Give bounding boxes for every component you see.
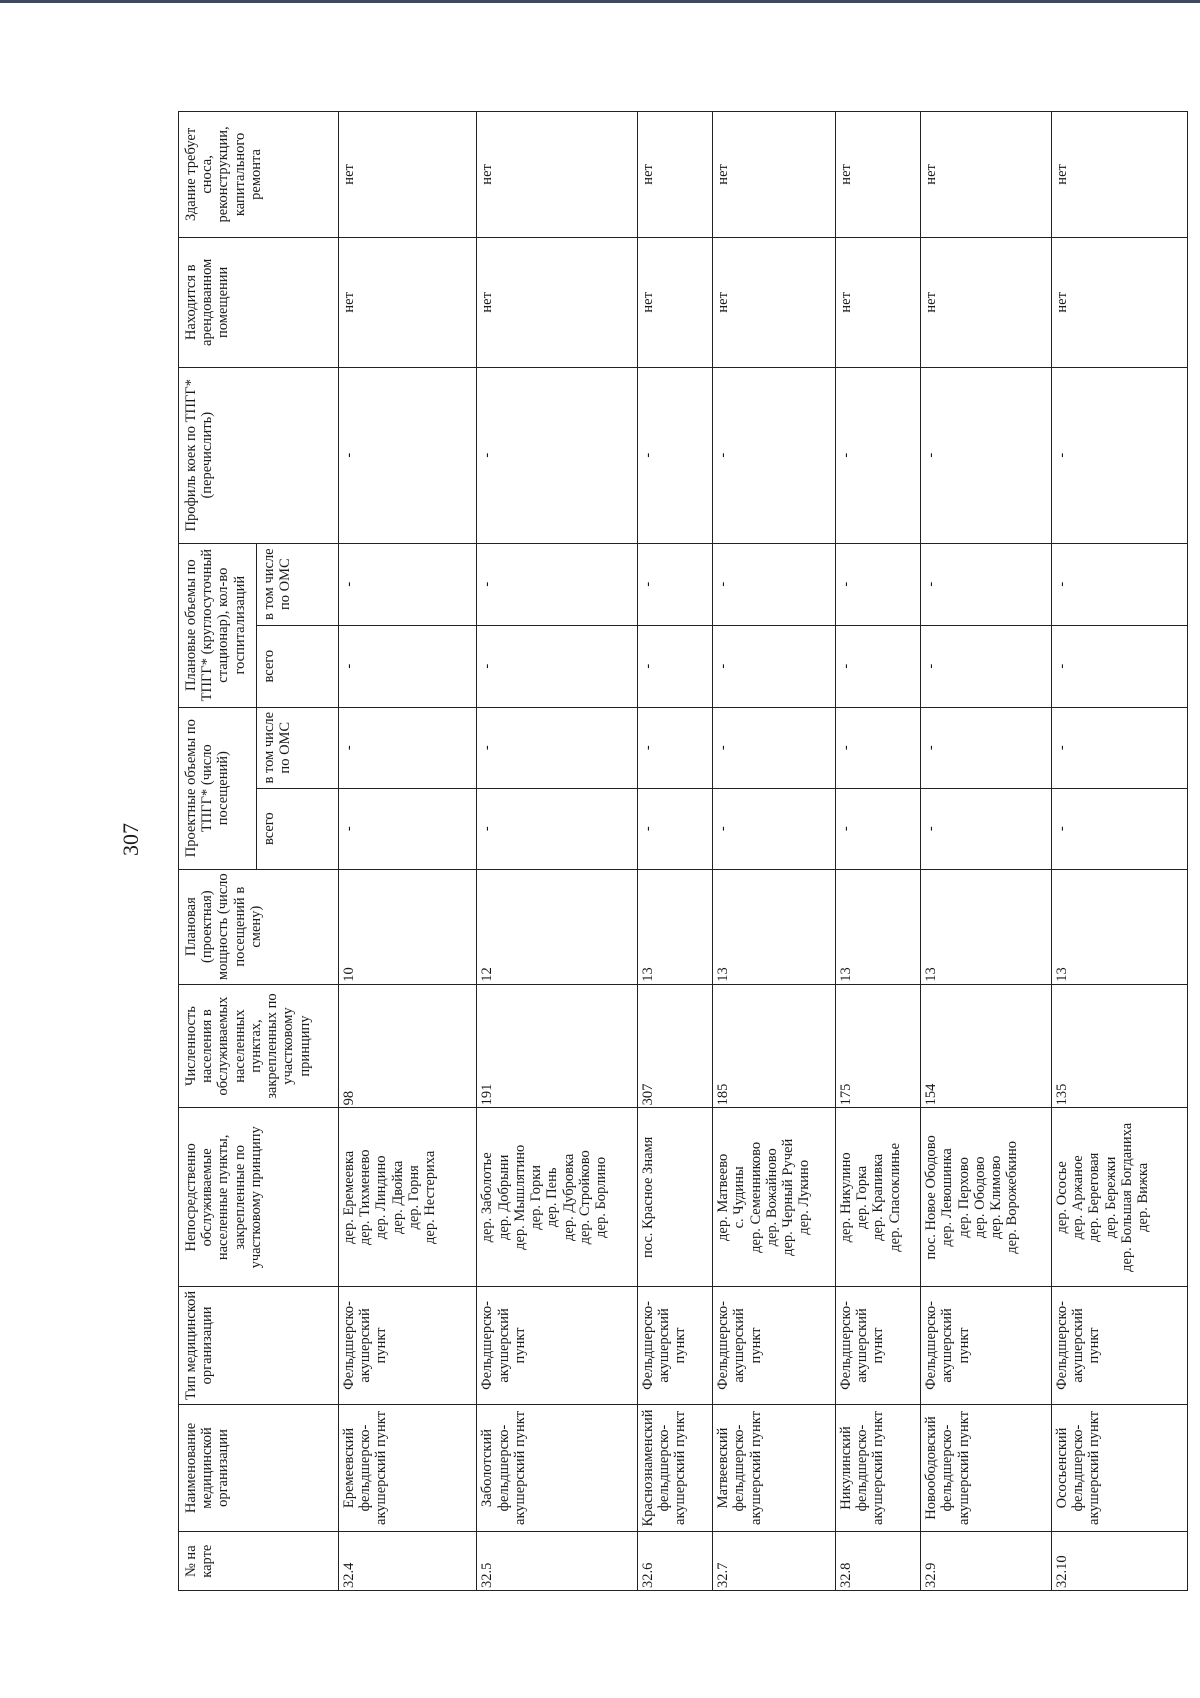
place-item: дер. Черный Ручей — [780, 1138, 797, 1256]
place-item: дер. Семенниково — [747, 1141, 764, 1253]
place-item: дер. Береговая — [1086, 1152, 1103, 1243]
cell-visits-oms: - — [637, 707, 712, 788]
place-item: дер. Двойка — [389, 1160, 406, 1234]
cell-profile: - — [637, 367, 712, 543]
place-item: дер. Вожайново — [763, 1148, 780, 1247]
place-item: дер. Ободово — [971, 1156, 988, 1239]
cell-rebuild: нет — [835, 112, 920, 238]
cell-num: 32.5 — [477, 1532, 638, 1591]
cell-rented: нет — [637, 237, 712, 367]
cell-capacity: 12 — [477, 869, 638, 984]
place-item: дер. Горки — [528, 1164, 545, 1230]
cell-num: 32.9 — [921, 1532, 1052, 1591]
cell-population: 135 — [1051, 984, 1187, 1108]
place-item: дер. Ососье — [1053, 1161, 1070, 1234]
cell-profile: - — [713, 367, 836, 543]
place-item: дер. Дубровка — [560, 1153, 577, 1241]
header-rented: Находится в арендованном помещении — [179, 237, 339, 367]
cell-type: Фельдшерско-акушерский пункт — [713, 1287, 836, 1404]
place-item: дер. Спасоклинье — [886, 1142, 903, 1252]
header-hosp-total: всего — [257, 625, 339, 707]
cell-rebuild: нет — [637, 112, 712, 238]
cell-places — [637, 1108, 712, 1287]
cell-hosp-total: - — [835, 625, 920, 707]
cell-num: 32.8 — [835, 1532, 920, 1591]
cell-name: Матвеевский фельдшерско-акушерский пункт — [713, 1404, 836, 1532]
cell-places — [339, 1108, 477, 1287]
cell-visits-oms: - — [1051, 707, 1187, 788]
cell-capacity: 13 — [921, 869, 1052, 984]
cell-hosp-oms: - — [713, 543, 836, 625]
place-item: дер. Заболотье — [479, 1152, 496, 1243]
cell-places — [835, 1108, 920, 1287]
header-visits-total: всего — [257, 788, 339, 869]
cell-hosp-oms: - — [637, 543, 712, 625]
cell-visits-total: - — [477, 788, 638, 869]
cell-hosp-total: - — [477, 625, 638, 707]
place-item: дер. Бережки — [1102, 1156, 1119, 1239]
place-item: пос. Новое Ободово — [923, 1135, 940, 1260]
place-item: дер. Климово — [988, 1155, 1005, 1240]
cell-num: 32.4 — [339, 1532, 477, 1591]
medical-facilities-table — [178, 111, 1188, 1591]
cell-profile: - — [835, 367, 920, 543]
cell-rebuild: нет — [477, 112, 638, 238]
cell-name: Никулинский фельдшерско-акушерский пункт — [835, 1404, 920, 1532]
cell-rented: нет — [713, 237, 836, 367]
cell-places — [713, 1108, 836, 1287]
cell-type: Фельдшерско-акушерский пункт — [637, 1287, 712, 1404]
header-num: № на карте — [179, 1532, 339, 1591]
header-population: Численность населения в обслуживаемых населенных пунктах, закрепленных по участковому принципу — [179, 984, 339, 1108]
cell-name: Заболотский фельдшерско-акушерский пункт — [477, 1404, 638, 1532]
place-item: дер. Матвеево — [715, 1153, 732, 1241]
place-item: дер. Добрыни — [495, 1154, 512, 1241]
place-item: с. Чудины — [731, 1166, 748, 1229]
cell-hosp-total: - — [713, 625, 836, 707]
cell-rebuild: нет — [1051, 112, 1187, 238]
cell-hosp-total: - — [339, 625, 477, 707]
cell-profile: - — [921, 367, 1052, 543]
cell-capacity: 13 — [1051, 869, 1187, 984]
place-item: дер. Нестериха — [422, 1150, 439, 1244]
cell-visits-total: - — [1051, 788, 1187, 869]
table-row — [921, 112, 1052, 1591]
cell-name: Новоободовский фельдшерско-акушерский пункт — [921, 1404, 1052, 1532]
header-name: Наименование медицинской организации — [179, 1404, 339, 1532]
cell-profile: - — [339, 367, 477, 543]
table-row — [637, 112, 712, 1591]
table-body — [339, 112, 1188, 1591]
header-profile: Профиль коек по ТПГГ* (перечислить) — [179, 367, 339, 543]
cell-rebuild: нет — [921, 112, 1052, 238]
header-capacity: Плановая (проектная) мощность (число посещений в смену) — [179, 869, 339, 984]
cell-capacity: 13 — [637, 869, 712, 984]
cell-num: 32.6 — [637, 1532, 712, 1591]
cell-population: 98 — [339, 984, 477, 1108]
place-item: дер. Большая Богданиха — [1118, 1122, 1135, 1272]
cell-name: Краснознаменский фельдшерско-акушерский пункт — [637, 1404, 712, 1532]
cell-rebuild: нет — [339, 112, 477, 238]
header-visits: Проектные объемы по ТПГГ* (число посещений) — [179, 707, 257, 869]
cell-capacity: 13 — [713, 869, 836, 984]
cell-population: 175 — [835, 984, 920, 1108]
cell-hosp-total: - — [637, 625, 712, 707]
cell-rented: нет — [835, 237, 920, 367]
place-item: пос. Красное Знамя — [639, 1136, 656, 1259]
cell-rented: нет — [339, 237, 477, 367]
table-row — [477, 112, 638, 1591]
cell-rented: нет — [477, 237, 638, 367]
place-item: дер. Вижка — [1134, 1162, 1151, 1232]
cell-hosp-oms: - — [921, 543, 1052, 625]
cell-type: Фельдшерско-акушерский пункт — [477, 1287, 638, 1404]
place-item: дер. Мышлятино — [511, 1144, 528, 1250]
cell-visits-total: - — [339, 788, 477, 869]
place-item: дер. Стройково — [576, 1150, 593, 1245]
cell-hosp-total: - — [921, 625, 1052, 707]
header-visits-oms: в том числе по ОМС — [257, 707, 339, 788]
cell-visits-total: - — [637, 788, 712, 869]
cell-places — [921, 1108, 1052, 1287]
cell-capacity: 10 — [339, 869, 477, 984]
place-item: дер. Крапивка — [870, 1153, 887, 1241]
place-item: дер. Никулино — [837, 1152, 854, 1243]
cell-hosp-oms: - — [1051, 543, 1187, 625]
place-item: дер. Левошинка — [939, 1148, 956, 1247]
cell-visits-total: - — [921, 788, 1052, 869]
cell-rented: нет — [921, 237, 1052, 367]
cell-capacity: 13 — [835, 869, 920, 984]
cell-rebuild: нет — [713, 112, 836, 238]
cell-visits-total: - — [713, 788, 836, 869]
place-item: дер. Тихменево — [357, 1149, 374, 1246]
cell-places — [1051, 1108, 1187, 1287]
place-item: дер. Горка — [854, 1165, 871, 1229]
cell-hosp-oms: - — [477, 543, 638, 625]
header-rebuild: Здание требует сноса, реконструкции, капитального ремонта — [179, 112, 339, 238]
table-row — [713, 112, 836, 1591]
cell-profile: - — [477, 367, 638, 543]
place-item: дер. Аржаное — [1070, 1155, 1087, 1240]
cell-visits-oms: - — [339, 707, 477, 788]
cell-hosp-total: - — [1051, 625, 1187, 707]
header-type: Тип медицинской организации — [179, 1287, 339, 1404]
cell-hosp-oms: - — [339, 543, 477, 625]
table-row — [1051, 112, 1187, 1591]
cell-type: Фельдшерско-акушерский пункт — [835, 1287, 920, 1404]
cell-rented: нет — [1051, 237, 1187, 367]
header-hosp-oms: в том числе по ОМС — [257, 543, 339, 625]
cell-type: Фельдшерско-акушерский пункт — [921, 1287, 1052, 1404]
cell-num: 32.10 — [1051, 1532, 1187, 1591]
place-item: дер. Пень — [544, 1167, 561, 1228]
cell-visits-oms: - — [713, 707, 836, 788]
cell-population: 154 — [921, 984, 1052, 1108]
place-item: дер. Лукино — [796, 1159, 813, 1235]
place-item: дер. Линдино — [373, 1155, 390, 1240]
place-item: дер. Перхово — [955, 1157, 972, 1238]
place-item: дер. Ворожебкино — [1004, 1140, 1021, 1254]
cell-visits-oms: - — [921, 707, 1052, 788]
header-places: Непосредственно обслуживаемые населенные пункты, закрепленные по участковому принципу — [179, 1108, 339, 1287]
rotated-table-container — [178, 111, 1188, 1591]
place-item: дер. Борлино — [593, 1156, 609, 1238]
cell-places — [477, 1108, 638, 1287]
cell-population: 191 — [477, 984, 638, 1108]
cell-visits-oms: - — [477, 707, 638, 788]
cell-hosp-oms: - — [835, 543, 920, 625]
cell-visits-oms: - — [835, 707, 920, 788]
cell-type: Фельдшерско-акушерский пункт — [339, 1287, 477, 1404]
cell-visits-total: - — [835, 788, 920, 869]
cell-profile: - — [1051, 367, 1187, 543]
cell-type: Фельдшерско-акушерский пункт — [1051, 1287, 1187, 1404]
header-hosp: Плановые объемы по ТПГГ* (круглосуточный стационар), кол-во госпитализаций — [179, 543, 257, 707]
cell-population: 307 — [637, 984, 712, 1108]
page-number: 307 — [118, 823, 143, 856]
cell-name: Ососьенский фельдшерско-акушерский пункт — [1051, 1404, 1187, 1532]
place-item: дер. Горня — [405, 1165, 422, 1230]
cell-num: 32.7 — [713, 1532, 836, 1591]
scan-edge — [0, 0, 1200, 3]
cell-population: 185 — [713, 984, 836, 1108]
table-row — [835, 112, 920, 1591]
table-row — [339, 112, 477, 1591]
place-item: дер. Еремеевка — [341, 1150, 357, 1244]
cell-name: Еремеевский фельдшерско-акушерский пункт — [339, 1404, 477, 1532]
